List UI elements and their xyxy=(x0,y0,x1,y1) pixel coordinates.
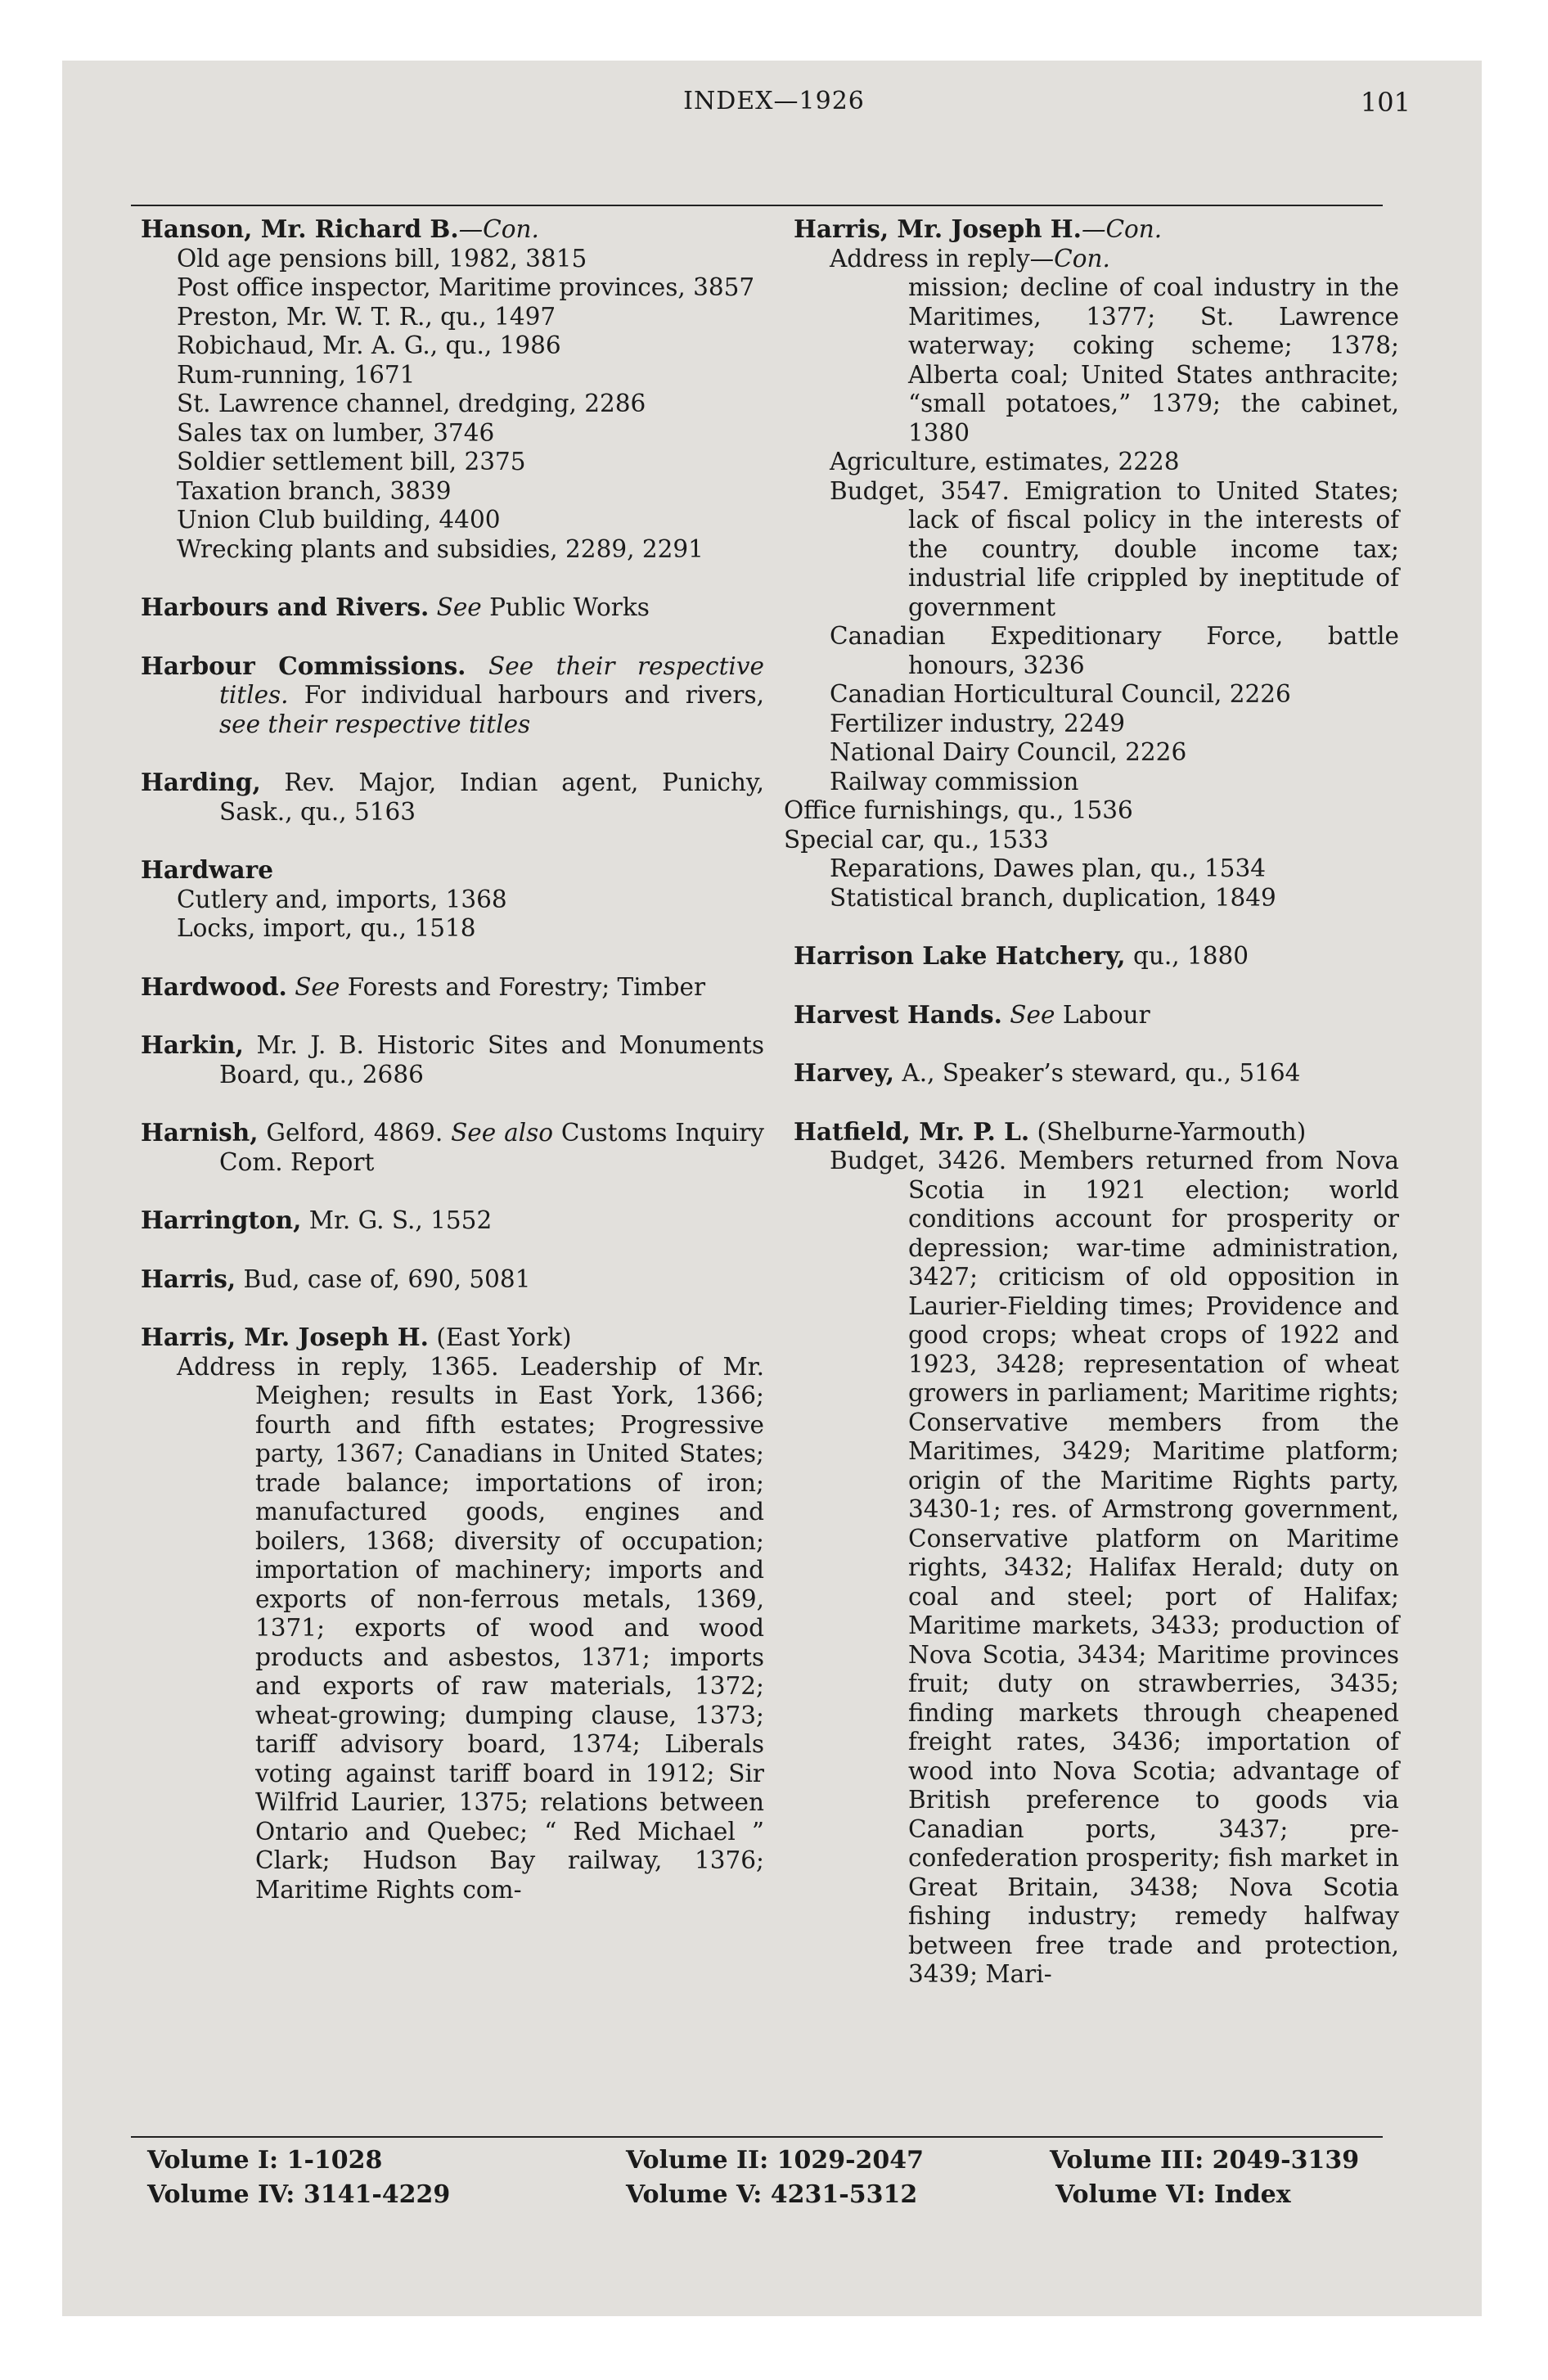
see-reference: see their respective titles xyxy=(219,710,531,738)
see-reference: See also xyxy=(451,1119,554,1147)
entry-text: Forests and Forestry; Timber xyxy=(347,972,706,1001)
entry-harrington xyxy=(141,1206,764,1236)
sub-item: Reparations, Dawes plan, qu., 1534 xyxy=(830,854,1266,882)
entry-hatfield xyxy=(794,1117,1399,1990)
header-rule xyxy=(131,205,1383,206)
entry-harris-joseph-continued xyxy=(784,214,1399,913)
sub-item: Robichaud, Mr. A. G., qu., 1986 xyxy=(177,331,561,359)
entry-heading: Harnish, xyxy=(141,1118,259,1147)
riding-name: (East York) xyxy=(436,1323,572,1351)
sub-item: Wrecking plants and subsidies, 2289, 2291 xyxy=(177,534,704,563)
entry-heading: Harvest Hands. xyxy=(794,999,1002,1029)
entry-text: Public Works xyxy=(489,593,650,621)
sub-item: Taxation branch, 3839 xyxy=(177,476,452,505)
entry-harbour-commissions xyxy=(141,651,764,740)
sub-item: Fertilizer industry, 2249 xyxy=(830,709,1126,737)
entry-heading: Harkin, xyxy=(141,1030,244,1059)
volume-range: Volume III: 2049-3139 xyxy=(1050,2146,1360,2175)
see-reference: See their respective titles. xyxy=(219,651,764,709)
left-column xyxy=(141,214,764,1933)
page-title: INDEX—1926 xyxy=(683,87,865,115)
sub-item: National Dairy Council, 2226 xyxy=(830,738,1187,766)
entry-text: A., Speaker’s steward, qu., 5164 xyxy=(902,1059,1301,1087)
volume-range: Volume VI: Index xyxy=(1055,2180,1291,2209)
entry-heading: Harrison Lake Hatchery, xyxy=(794,941,1126,970)
volume-range: Volume IV: 3141-4229 xyxy=(147,2180,451,2209)
entry-heading: Harris, Mr. Joseph H. xyxy=(141,1323,429,1351)
sub-item: Locks, import, qu., 1518 xyxy=(177,914,476,942)
entry-heading: Hanson, Mr. Richard B. xyxy=(141,214,459,243)
entry-text: Bud, case of, 690, 5081 xyxy=(243,1264,531,1293)
entry-harris-bud xyxy=(141,1264,764,1295)
sub-item: Union Club building, 4400 xyxy=(177,506,501,534)
continued-label: —Con. xyxy=(1081,215,1163,243)
riding-name: (Shelburne-Yarmouth) xyxy=(1037,1117,1307,1146)
entry-harnish xyxy=(141,1118,764,1177)
sub-sub-item: Office furnishings, qu., 1536 xyxy=(784,796,1133,824)
entry-heading: Harbours and Rivers. xyxy=(141,593,430,621)
entry-heading: Harbour Commissions. xyxy=(141,651,466,680)
entry-heading: Hardware xyxy=(141,855,273,884)
volume-range: Volume II: 1029-2047 xyxy=(626,2146,925,2175)
volume-range: Volume I: 1-1028 xyxy=(147,2146,383,2175)
continued-label: —Con. xyxy=(458,215,539,243)
sub-item: Cutlery and, imports, 1368 xyxy=(177,885,507,913)
sub-item: Soldier settlement bill, 2375 xyxy=(177,448,526,476)
sub-item: St. Lawrence channel, dredging, 2286 xyxy=(177,390,646,417)
footer-rule xyxy=(131,2136,1383,2138)
sub-item: Sales tax on lumber, 3746 xyxy=(177,418,495,447)
see-reference: See xyxy=(1010,1000,1055,1029)
entry-harkin xyxy=(141,1030,764,1089)
entry-heading: Harding, xyxy=(141,768,261,796)
entry-hardwood xyxy=(141,972,764,1003)
entry-harris-joseph xyxy=(141,1323,764,1904)
entry-harrison-lake xyxy=(794,941,1399,971)
sub-sub-item: Special car, qu., 1533 xyxy=(784,825,1049,854)
sub-item: Post office inspector, Maritime provinces, 3857 xyxy=(177,273,755,301)
sub-item: Old age pensions bill, 1982, 3815 xyxy=(177,244,587,273)
continued-label: Con. xyxy=(1054,244,1110,273)
entry-text: qu., 1880 xyxy=(1132,942,1249,970)
entry-harvest-hands xyxy=(794,1000,1399,1030)
entry-hardware xyxy=(141,855,764,944)
page-number: 101 xyxy=(1360,87,1411,118)
entry-heading: Hardwood. xyxy=(141,971,287,1001)
entry-text: Address in reply, 1365. Leadership of Mr. Meighen; results in East York, 1366; fourth and fifth estates; Progressive party, 1367; Canadians in United States; trade balance; importations of iron; manufactured goods, engines and boilers, 1368; diversity of occupation; importation of machinery; imports and exports of non-ferrous metals, 1369, 1371; exports of wood and wood products and asbestos, 1371; imports and exports of raw materials, 1372; wheat-growing; dumping clause, 1373; tariff advisory board, 1374; Liberals voting against tariff board in 1912; Sir Wilfrid Laurier, 1375; relations between Ontario and Quebec; “ Red Michael ” Clark; Hudson Bay railway, 1376; Maritime Rights com- xyxy=(177,1352,764,1904)
entry-text: Rev. Major, Indian agent, Punichy, Sask., qu., 5163 xyxy=(219,769,764,826)
sub-item: Agriculture, estimates, 2228 xyxy=(830,448,1180,476)
entry-harding xyxy=(141,768,764,827)
see-reference: See xyxy=(436,593,482,621)
entry-heading: Harris, xyxy=(141,1264,236,1293)
entry-text: Budget, 3426. Members returned from Nova Scotia in 1921 election; world conditions account for prosperity or depression; war-time administration, 3427; criticism of old opposition in Laurier-Fielding times; Providence and good crops; wheat crops of 1922 and 1923, 3428; representation of wheat growers in parliament; Maritime rights; Conservative members from the Maritimes, 3429; Maritime platform; origin of the Maritime Rights party, 3430-1; res. of Armstrong government, Conservative platform on Maritime rights, 3432; Halifax Herald; duty on coal and steel; port of Halifax; Maritime markets, 3433; production of Nova Scotia, 3434; Maritime provinces fruit; duty on strawberries, 3435; finding markets through cheapened freight rates, 3436; importation of wood into Nova Scotia; advantage of British preference to goods via Canadian ports, 3437; pre-confederation prosperity; fish market in Great Britain, 3438; Nova Scotia fishing industry; remedy halfway between free trade and protection, 3439; Mari- xyxy=(830,1147,1399,1988)
entry-heading: Harris, Mr. Joseph H. xyxy=(794,214,1082,243)
entry-text: Mr. J. B. Historic Sites and Monuments Board, qu., 2686 xyxy=(219,1031,764,1089)
sub-item: Canadian Horticultural Council, 2226 xyxy=(830,680,1291,708)
entry-text: Customs Inquiry Com. Report xyxy=(219,1119,764,1176)
sub-item: Rum-running, 1671 xyxy=(177,360,416,389)
entry-text: Gelford, 4869. xyxy=(266,1119,443,1147)
sub-item: Address in reply— xyxy=(830,244,1055,273)
entry-text: Mr. G. S., 1552 xyxy=(308,1206,493,1234)
sub-item: Statistical branch, duplication, 1849 xyxy=(830,883,1276,912)
entry-harbours xyxy=(141,593,764,623)
sub-item: Canadian Expeditionary Force, battle honours, 3236 xyxy=(830,622,1399,679)
entry-harvey xyxy=(794,1058,1399,1089)
entry-hanson xyxy=(141,214,764,564)
sub-item: Preston, Mr. W. T. R., qu., 1497 xyxy=(177,302,556,331)
entry-heading: Harvey, xyxy=(794,1058,895,1087)
sub-item: Budget, 3547. Emigration to United States; lack of fiscal policy in the interests of the country, double income tax; industrial life crippled by ineptitude of government xyxy=(830,476,1399,621)
sub-item: Railway commission xyxy=(830,767,1079,796)
entry-text: Labour xyxy=(1062,1000,1150,1029)
see-reference: See xyxy=(295,972,340,1001)
page-header xyxy=(0,87,1548,128)
right-column xyxy=(784,214,1399,2018)
volume-range: Volume V: 4231-5312 xyxy=(626,2180,918,2209)
entry-heading: Harrington, xyxy=(141,1206,302,1234)
entry-heading: Hatfield, Mr. P. L. xyxy=(794,1116,1030,1146)
entry-text: For individual harbours and rivers, xyxy=(304,681,764,709)
entry-text: mission; decline of coal industry in the Maritimes, 1377; St. Lawrence waterway; coking scheme; 1378; Alberta coal; United States anthracite; “small potatoes,” 1379; the cabinet, 1380 xyxy=(908,273,1399,447)
